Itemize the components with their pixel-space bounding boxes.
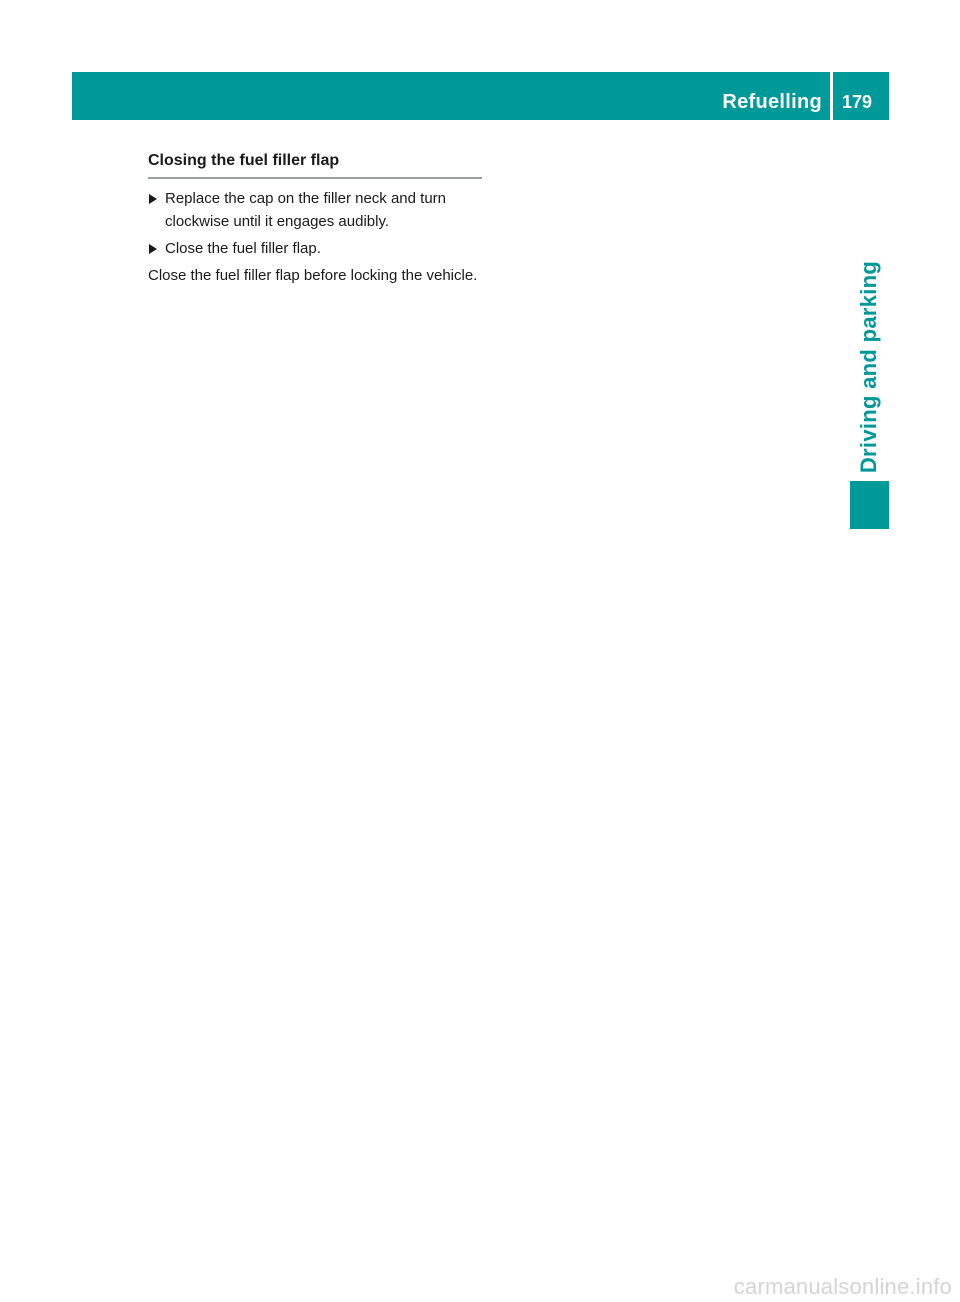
chapter-tab-marker (850, 481, 889, 529)
arrow-bullet-icon (149, 194, 157, 204)
instruction-step (148, 237, 482, 260)
header-bar (72, 72, 889, 120)
note-text: Close the fuel filler flap before locking the vehicle. (148, 267, 478, 284)
arrow-bullet-icon (149, 244, 157, 254)
main-content (148, 150, 482, 287)
section-heading: Closing the fuel filler flap (148, 150, 482, 179)
page-number: 179 (842, 92, 873, 112)
instruction-step-text: Replace the cap on the filler neck and turn clockwise until it engages audibly. (165, 190, 447, 230)
instruction-step-text: Close the fuel filler flap. (165, 240, 321, 257)
instruction-step (148, 187, 482, 233)
header-divider (830, 72, 833, 120)
section-title: Refuelling (722, 91, 822, 113)
chapter-tab-label: Driving and parking (856, 260, 881, 474)
watermark: carmanualsonline.info (733, 1274, 952, 1299)
